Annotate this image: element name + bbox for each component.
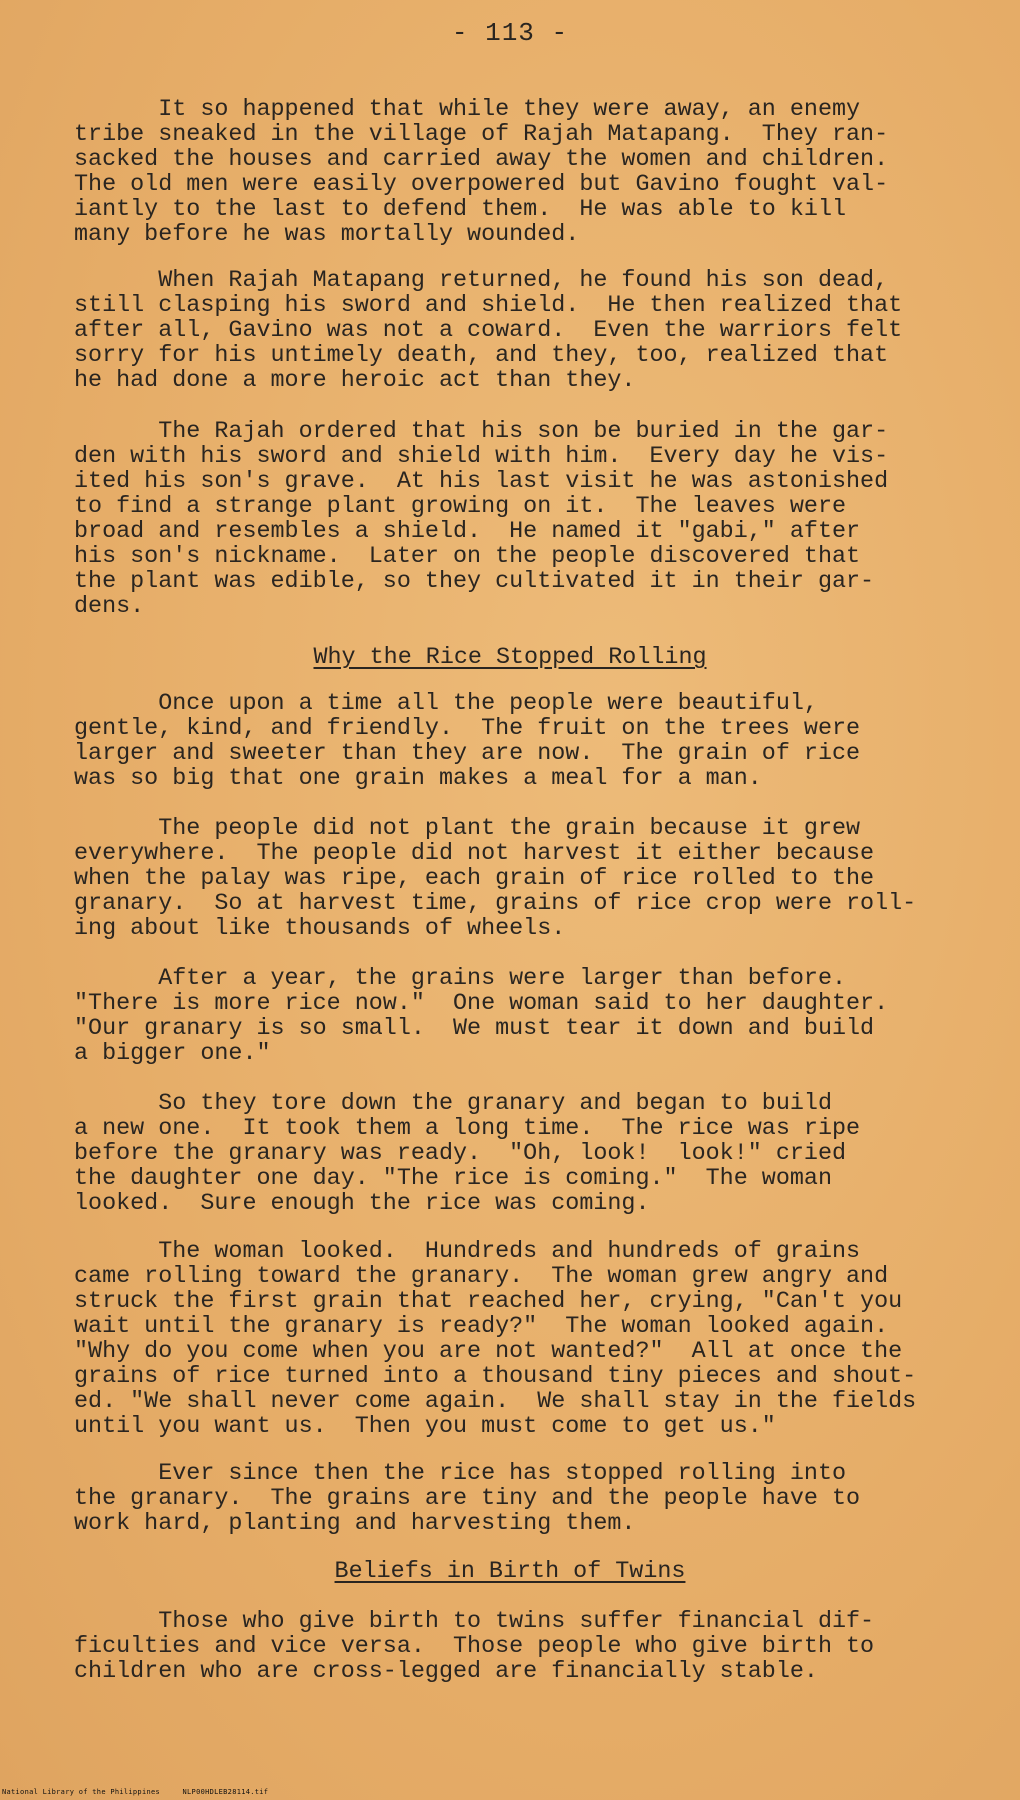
footer-library: National Library of the Philippines (2, 1788, 161, 1796)
paragraph-rajah-returned: When Rajah Matapang returned, he found his son dead, still clasping his sword and shield. He then realized that after all, Gavino was not a coward. Even the warriors felt sorry for his untimely death, and they, too, realized that he had done a more heroic act than they. (74, 268, 903, 394)
paragraph-people-did-not-plant: The people did not plant the grain because it grew everywhere. The people did not harvest it either because when the palay was ripe, each grain of rice rolled to the granary. So at harvest time, grains of rice crop were roll- ing about like thousands of wheels. (74, 816, 917, 942)
page-number: - 113 - (451, 18, 569, 48)
heading-rice-stopped-rolling: Why the Rice Stopped Rolling (313, 645, 707, 671)
paragraph-woman-looked: The woman looked. Hundreds and hundreds of grains came rolling toward the granary. The woman grew angry and struck the first grain that reached her, crying, "Can't you wait until the granary is ready?" The woman looked again. "Why do you come when you are not wanted?" All at once the grains of rice turned into a thousand tiny pieces and shout- ed. "We shall never come again. We shall stay in the fields until you want us. Then you must come to get us." (74, 1239, 917, 1440)
paragraph-gabi-plant: The Rajah ordered that his son be buried in the gar- den with his sword and shield with him. Every day he vis- ited his son's grave. At his last visit he was astonished to find a strange plant growing on it. The leaves were broad and resembles a shield. He named it "gabi," after his son's nickname. Later on the people discovered that the plant was edible, so they cultivated it in their gar- dens. (74, 419, 889, 620)
paragraph-gavino-death: It so happened that while they were away, an enemy tribe sneaked in the village of Rajah Matapang. They ran- sacked the houses and carried away the women and children. The old men were easily overpowered but Gavino fought val- iantly to the last to defend them. He was able to kill many before he was mortally wounded. (74, 97, 889, 248)
paragraph-twins: Those who give birth to twins suffer financial dif- ficulties and vice versa. Those people who give birth to children who are cross-legged are financially stable. (74, 1609, 875, 1685)
paragraph-tore-down-granary: So they tore down the granary and began to build a new one. It took them a long time. The rice was ripe before the granary was ready. "Oh, look! look!" cried the daughter one day. "The rice is coming." The woman looked. Sure enough the rice was coming. (74, 1091, 861, 1217)
scan-footer (2, 1788, 286, 1796)
footer-filename: NLP00HDLEB28114.tif (182, 1788, 269, 1796)
paragraph-ever-since: Ever since then the rice has stopped rolling into the granary. The grains are tiny and the people have to work hard, planting and harvesting them. (74, 1461, 861, 1537)
heading-beliefs-twins: Beliefs in Birth of Twins (334, 1559, 686, 1585)
paragraph-after-a-year: After a year, the grains were larger than before. "There is more rice now." One woman said to her daughter. "Our granary is so small. We must tear it down and build a bigger one." (74, 966, 889, 1067)
paragraph-once-upon-a-time: Once upon a time all the people were beautiful, gentle, kind, and friendly. The fruit on the trees were larger and sweeter than they are now. The grain of rice was so big that one grain makes a meal for a man. (74, 691, 861, 792)
